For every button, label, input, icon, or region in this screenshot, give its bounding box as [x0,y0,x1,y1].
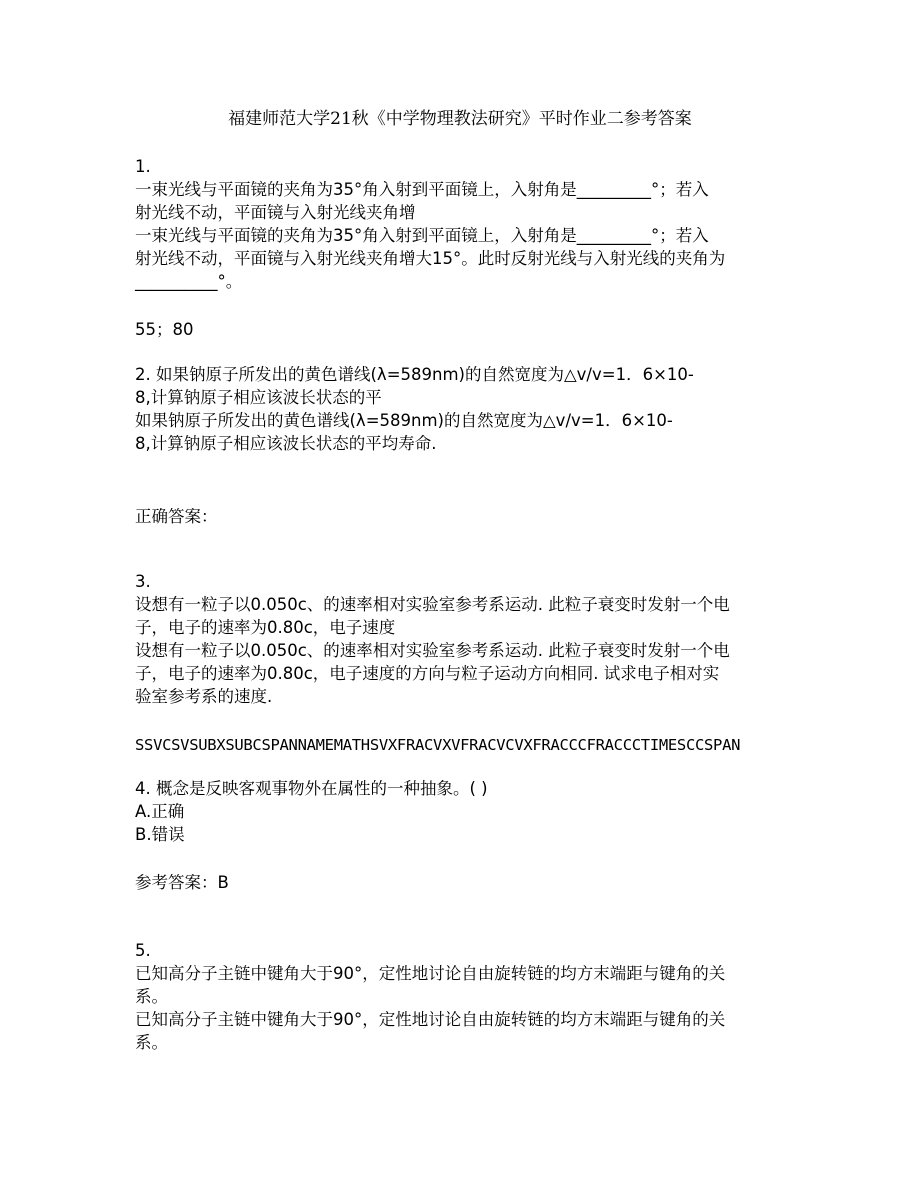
question-4-answer: 参考答案：B [135,873,229,892]
question-4-text-line: 4. 概念是反映客观事物外在属性的一种抽象。( ) [135,779,488,798]
question-1-number: 1. [135,157,151,176]
question-4-option-b: B.错误 [135,825,185,844]
page-title: 福建师范大学21秋《中学物理教法研究》平时作业二参考答案 [228,109,692,129]
question-1-text-line: 射光线不动，平面镜与入射光线夹角增大15°。此时反射光线与入射光线的夹角为 [135,249,726,268]
question-1-text-line: 一束光线与平面镜的夹角为35°角入射到平面镜上，入射角是_________°；若入 [135,180,709,199]
question-3-answer: SSVCSVSUBXSUBCSPANNAMEMATHSVXFRACVXVFRACVCVXFRACCCFRACCCTIMESCCSPAN [135,736,741,754]
question-5-text-line: 系。 [135,1033,168,1052]
question-5-number: 5. [135,941,151,960]
question-5-text-line: 已知高分子主链中键角大于90°，定性地讨论自由旋转链的均方末端距与键角的关 [135,964,726,983]
question-5-text-line: 已知高分子主链中键角大于90°，定性地讨论自由旋转链的均方末端距与键角的关 [135,1010,726,1029]
question-4-option-a: A.正确 [135,802,185,821]
question-2-text-line: 2. 如果钠原子所发出的黄色谱线(λ=589nm)的自然宽度为△v/v=1．6×10- [135,365,694,384]
question-5-text-line: 系。 [135,987,168,1006]
question-2-answer-label: 正确答案： [135,507,218,526]
question-1-text-line: 射光线不动，平面镜与入射光线夹角增 [135,203,416,222]
question-2-text-line: 8,计算钠原子相应该波长状态的平 [135,388,382,407]
question-3-text-line: 验室参考系的速度. [135,687,273,706]
question-1-text-line: 一束光线与平面镜的夹角为35°角入射到平面镜上，入射角是_________°；若入 [135,226,709,245]
question-3-text-line: 子，电子的速率为0.80c，电子速度 [135,618,396,637]
question-3-number: 3. [135,572,151,591]
question-2-text-line: 如果钠原子所发出的黄色谱线(λ=589nm)的自然宽度为△v/v=1．6×10- [135,411,673,430]
question-1-answer: 55；80 [135,320,194,339]
question-3-text-line: 子，电子的速率为0.80c，电子速度的方向与粒子运动方向相同. 试求电子相对实 [135,664,720,683]
question-2-text-line: 8,计算钠原子相应该波长状态的平均寿命. [135,434,437,453]
question-3-text-line: 设想有一粒子以0.050c、的速率相对实验室参考系运动. 此粒子衰变时发射一个电 [135,595,730,614]
question-1-text-line: __________°。 [135,272,243,291]
question-3-text-line: 设想有一粒子以0.050c、的速率相对实验室参考系运动. 此粒子衰变时发射一个电 [135,641,730,660]
